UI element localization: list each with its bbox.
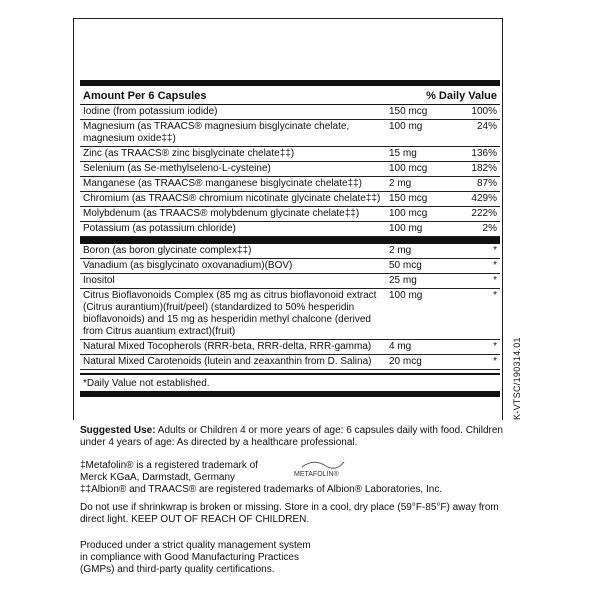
nutrient-row [80,105,500,120]
quality-line-3: (GMPs) and third-party quality certifications. [80,564,275,575]
nutrient-amount: 100 mcg [389,163,428,174]
nutrient-daily-value: 24% [476,121,497,132]
header-amount: Amount Per 6 Capsules [83,90,207,102]
nutrient-name: Magnesium (as TRAACS® magnesium bisglycinate chelate, magnesium oxide‡‡) [83,121,350,144]
metafolin-logo-text: METAFOLIN® [294,471,339,478]
nutrient-row [80,355,500,370]
nutrient-amount: 25 mg [389,275,417,286]
panel-bottom-bar [80,391,500,397]
suggested-use-text: Adults or Children 4 or more years of age: 6 capsules daily with food. Children under 4 years of age: As directed by a healthcare professional. [80,425,503,448]
nutrient-amount: 2 mg [389,178,412,189]
nutrient-amount: 100 mg [389,121,423,132]
nutrient-name: Inositol [83,275,115,286]
header-daily-value: % Daily Value [426,90,497,102]
nutrient-name: Chromium (as TRAACS® chromium nicotinate glycinate chelate‡‡) [83,193,381,204]
supplement-facts-panel [80,80,500,397]
panel-header [80,86,500,105]
quality-line-2: in compliance with Good Manufacturing Practices [80,552,299,563]
nutrient-name: Natural Mixed Carotenoids (lutein and zeaxanthin from D. Salina) [83,356,372,367]
trademark-line-3: ‡‡Albion® and TRAACS® are registered trademarks of Albion® Laboratories, Inc. [80,484,443,495]
nutrient-row [80,162,500,177]
nutrient-name: Selenium (as Se-methylseleno-L-cysteine) [83,163,271,174]
suggested-use [80,425,505,449]
nutrient-daily-value: 429% [471,193,497,204]
nutrient-row [80,259,500,274]
nutrient-row [80,120,500,147]
nutrient-daily-value: * [493,341,497,352]
nutrient-rows [80,105,500,237]
nutrient-amount: 15 mg [389,148,417,159]
nutrient-name: Potassium (as potassium chloride) [83,223,236,234]
nutrient-row [80,289,500,340]
nutrient-amount: 150 mcg [389,193,428,204]
nutrient-row [80,147,500,162]
nutrient-daily-value: 222% [471,208,497,219]
nutrient-daily-value: * [493,245,497,256]
quality-line-1: Produced under a strict quality management system [80,540,311,551]
nutrient-name: Manganese (as TRAACS® manganese bisglycinate chelate‡‡) [83,178,363,189]
nutrient-daily-value: 136% [471,148,497,159]
nutrient-name: Boron (as boron glycinate complex‡‡) [83,245,252,256]
daily-value-footnote: *Daily Value not established. [83,377,210,389]
nutrient-amount: 50 mcg [389,260,422,271]
storage-warning: Do not use if shrinkwrap is broken or missing. Store in a cool, dry place (59°F-85°F) away from direct light. KEEP OUT OF REACH OF CHILDREN. [80,502,499,525]
nutrient-daily-value: 87% [476,178,497,189]
nutrient-amount: 150 mcg [389,106,428,117]
nutrient-row [80,177,500,192]
nutrient-row [80,340,500,355]
nutrient-daily-value: * [493,290,497,301]
nutrient-daily-value: 2% [482,223,497,234]
nutrient-name: Iodine (from potassium iodide) [83,106,218,117]
nutrient-name: Vanadium (as bisglycinato oxovanadium)(BOV) [83,260,293,271]
nutrient-row [80,222,500,237]
nutrient-amount: 4 mg [389,341,412,352]
nutrient-daily-value: 182% [471,163,497,174]
nutrient-name: Molybdenum (as TRAACS® molybdenum glycinate chelate‡‡) [83,208,360,219]
nutrient-name: Zinc (as TRAACS® zinc bisglycinate chelate‡‡) [83,148,295,159]
other-ingredient-rows [80,244,500,370]
nutrient-daily-value: 100% [471,106,497,117]
nutrient-amount: 2 mg [389,245,412,256]
quality-statement [80,540,505,576]
trademark-line-1: ‡Metafolin® is a registered trademark of [80,460,259,471]
nutrient-daily-value: * [493,275,497,286]
nutrient-amount: 100 mg [389,223,423,234]
nutrient-row [80,207,500,222]
nutrient-amount: 20 mcg [389,356,422,367]
nutrient-daily-value: * [493,356,497,367]
nutrient-row [80,192,500,207]
suggested-use-label: Suggested Use: [80,425,156,436]
section-separator [80,237,500,244]
nutrient-amount: 100 mg [389,290,423,301]
metafolin-logo [292,458,354,478]
nutrient-daily-value: * [493,260,497,271]
product-code: K-VTSC/190314.01 [512,337,522,420]
nutrient-row [80,244,500,259]
nutrient-row [80,274,500,289]
trademark-line-2: Merck KGaA, Darmstadt, Germany [80,472,236,483]
nutrient-name: Natural Mixed Tocopherols (RRR-beta, RRR-delta, RRR-gamma) [83,341,372,352]
nutrient-amount: 100 mcg [389,208,428,219]
nutrient-name: Citrus Bioflavonoids Complex (85 mg as citrus bioflavonoid extract (Citrus aurantium)(fruit/peel) (standardized to 50% hesperidin bioflavonoids) and 15 mg as hesperidin methyl chalcone (derived from Citrus auantium extract)(fruit) [83,290,377,337]
